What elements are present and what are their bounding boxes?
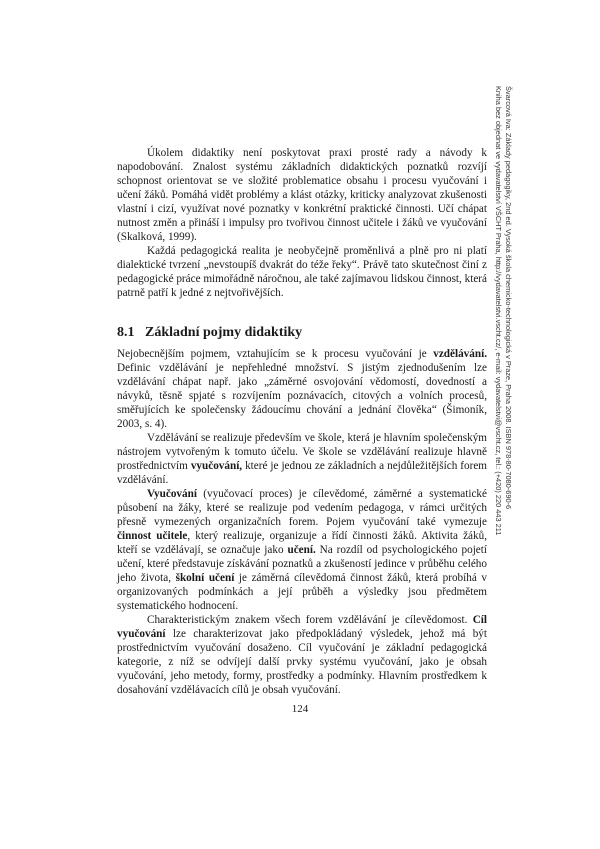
para3-text-d: Na rozdíl od psychologického pojetí učení, které představuje získávání poznatků a zkušeností jedince v průběhu celého jeho života, [117,544,487,584]
intro-paragraph-1: Úkolem didaktiky není poskytovat praxi prosté rady a návody k napodobování. Znalost systému základních didaktických poznatků rozvíjí schopnost orientovat se ve složité problematice obsahu i procesu vyučování i učení žáků. Pomáhá vidět problémy a klást otázky, kriticky analyzovat zkušenosti vlastní i cizí, využívat nové poznatky v konkrétní praktické činnosti. Učí chápat nutnost změn a přináší i impulsy pro tvořivou činnost učitele i žáků ve vyučování (Skalková, 1999). [117,147,487,243]
term-cinnost-ucitele: činnost učitele [117,530,188,542]
paragraph-goal [117,613,487,697]
body-text [117,146,487,697]
paragraph-education [117,347,487,431]
section-title: Základní pojmy didaktiky [145,325,303,340]
para2-text-c: které je jednou ze základních a nejdůležitějších forem vzdělávání. [117,460,487,486]
para4-text-a: Charakteristickým znakem všech forem vzdělávání je cílevědomost. [147,614,473,626]
term-vzdelavani: vzdělávání. [433,348,487,360]
side-note-line-1: Švarcová Iva: Základy pedagogiky, 2nd ed. Vysoká škola chemicko-technologická v Praze, Praha 2008. ISBN 978-80-7080-690-6 [504,86,513,510]
section-heading [117,325,487,341]
para1-text-c: Definic vzdělávání je nepřehledné množství. S jistým zjednodušením lze vzdělávání chápat např. jako „záměrné osvojování vědomostí, dovedností a návyků, těsně spjaté s rozvíjením poznávacích, citových a volních procesů, směřujících ke společensky žádoucímu chování a jednání člověka“ (Šimoník, 2003, s. 4). [117,362,487,430]
term-skolni-uceni: školní učení [175,572,235,584]
term-cil-vyucovani: Cíl vyučování [117,614,487,640]
para1-text-a: Nejobecnějším pojmem, vztahujícím se k procesu vyučování je [117,348,434,360]
para3-text-e: je záměrná cílevědomá činnost žáků, která probíhá v organizovaných podmínkách a její průběh a výsledky jsou předmětem systematického hodnocení. [117,572,487,612]
side-note-line-2: Kniha bez objednat ve vydavatelství VŠCHT Praha, http://vydavatelstvi.vscht.cz/, e-mail: vydavatelstvi@vscht.cz, tel.: (+420) 220 443 211 [494,86,503,536]
paragraph-teaching [117,487,487,613]
paragraph-school [117,431,487,487]
para3-text-a: (vyučovací proces) je cílevědomé, záměrné a systematické působení na žáky, které se realizuje pod vedením pedagoga, v rámci určitých přesně vymezených organizačních forem. Pojem vyučování také vymezuje [117,488,487,528]
para2-text-a: Vzdělávání se realizuje především ve škole, která je hlavním společenským nástrojem vytvořeným k tomuto účelu. Ve škole se vzdělávání realizuje hlavně prostřednictvím [117,432,487,472]
page-number: 124 [291,703,309,715]
term-vyucovani: vyučování, [190,460,243,472]
para4-text-c: lze charakterizovat jako předpokládaný výsledek, jehož má být prostřednictvím vyučování dosaženo. Cíl vyučování je základní pedagogická kategorie, z níž se odvíjejí další prvky systému vyučování, jako je obsah vyučování, jeho metody, formy, prostředky a podmínky. Hlavním prostředkem k dosahování vzdělávacích cílů je obsah vyučování. [117,628,487,696]
intro-paragraph-2: Každá pedagogická realita je neobyčejně proměnlivá a plně pro ni platí dialektické tvrzení „nevstoupíš dvakrát do téže řeky“. Právě tato skutečnost činí z pedagogické práce mimořádně náročnou, ale také zajímavou lidskou činnost, která patrně patří k jedné z nejtvořivějších. [117,245,487,299]
section-number: 8.1 [117,325,135,340]
term-vyucovani-2: Vyučování [147,488,197,500]
para3-text-c: , který realizuje, organizuje a řídí činnosti žáků. Aktivita žáků, kteří se vzdělávají, se označuje jako [117,530,487,556]
term-uceni: učení. [287,544,316,556]
